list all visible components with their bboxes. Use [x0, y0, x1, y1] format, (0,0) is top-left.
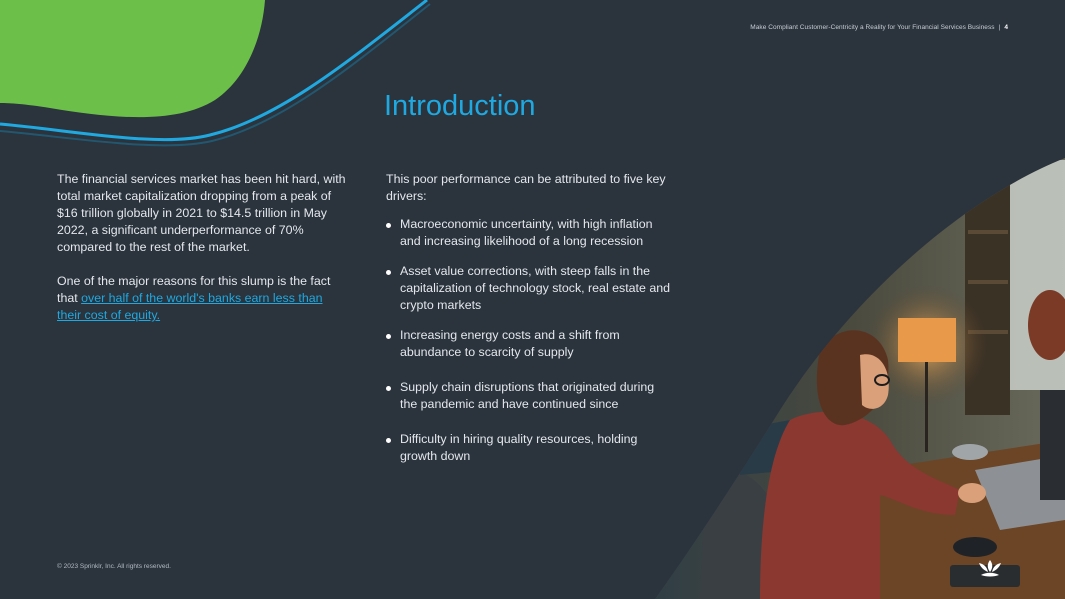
list-item-text: Difficulty in hiring quality resources, holding growth down	[400, 432, 638, 463]
header-separator: |	[998, 24, 1001, 31]
drivers-intro: This poor performance can be attributed to five key drivers:	[386, 172, 666, 203]
running-title: Make Compliant Customer-Centricity a Reality for Your Financial Services Business	[750, 24, 995, 31]
list-item-text: Asset value corrections, with steep falls in the capitalization of technology stock, real estate and crypto markets	[400, 264, 671, 312]
list-item-text: Supply chain disruptions that originated during the pandemic and have continued since	[400, 380, 655, 411]
page-title: Introduction	[384, 90, 536, 122]
left-paragraph-1: The financial services market has been hit hard, with total market capitalization dropping from a peak of $16 trillion globally in 2021 to $14.5 trillion in May 2022, a significant underperformance of 70% compared to the rest of the market.	[57, 172, 346, 254]
copyright-footer: © 2023 Sprinklr, Inc. All rights reserved.	[57, 563, 171, 570]
left-paragraph-2-text: One of the major reasons for this slump is the fact that	[57, 274, 331, 305]
list-item-text: Increasing energy costs and a shift from abundance to scarcity of supply	[400, 328, 620, 359]
banks-cost-of-equity-link[interactable]: over half of the world's banks earn less than their cost of equity.	[57, 291, 323, 322]
list-item-text: Macroeconomic uncertainty, with high inflation and increasing likelihood of a long recession	[400, 217, 653, 248]
page-number: 4	[1004, 24, 1008, 31]
